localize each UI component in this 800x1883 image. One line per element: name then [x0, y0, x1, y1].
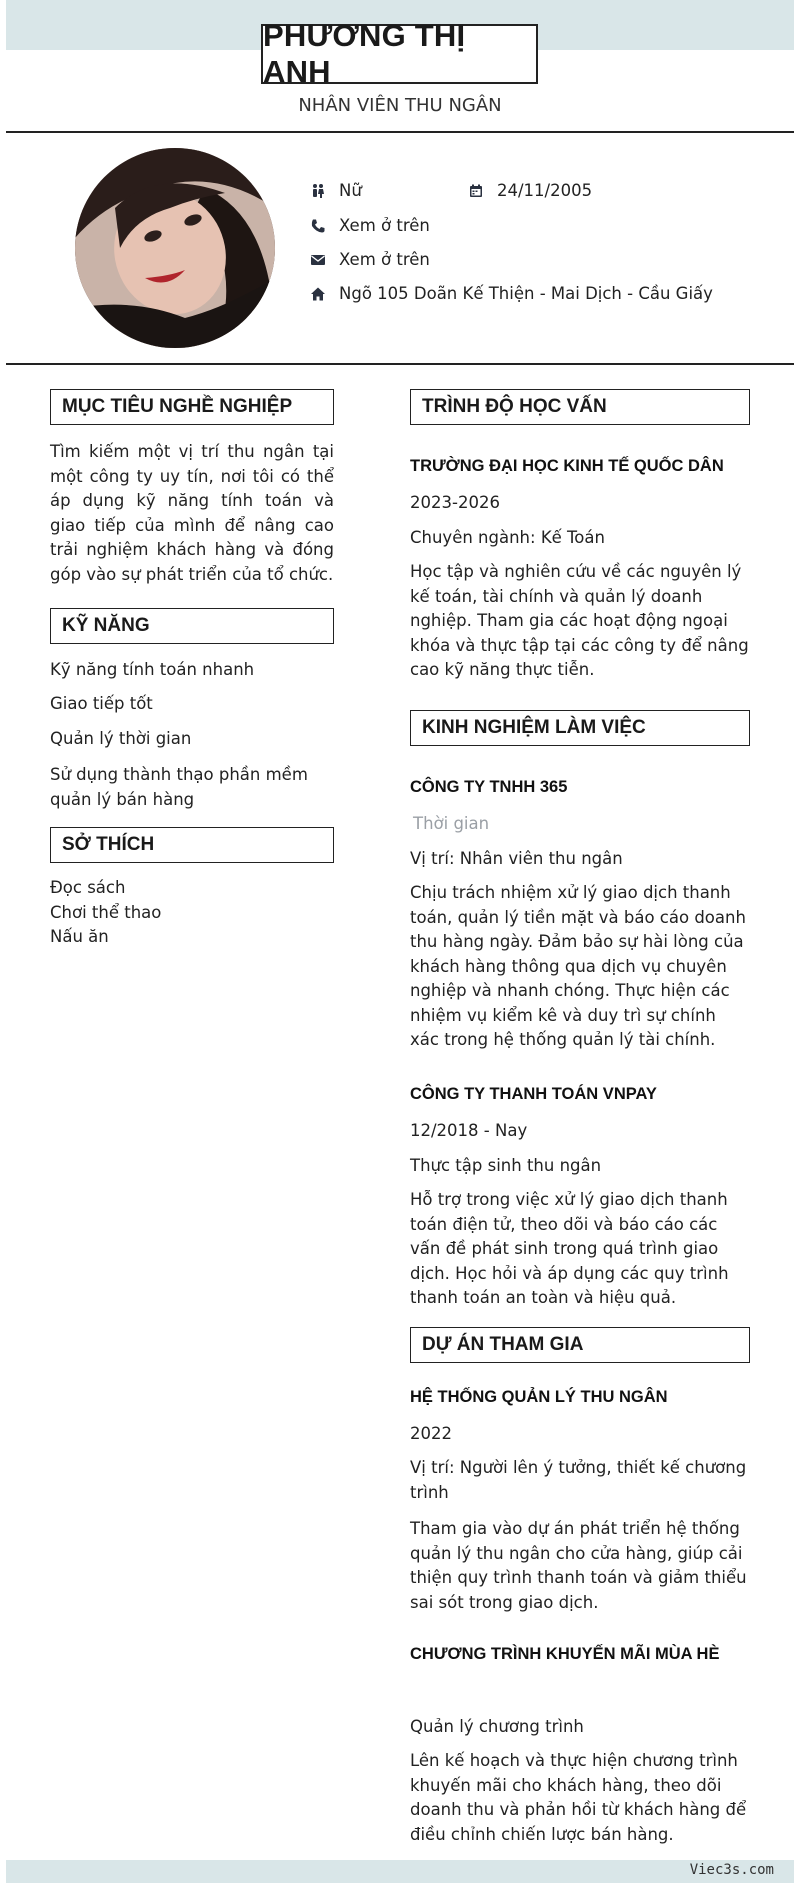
name-box [261, 18, 538, 89]
phone-value: Xem ở trên [339, 216, 430, 235]
project-role: Quản lý chương trình [410, 1717, 584, 1736]
company-name: CÔNG TY TNHH 365 [410, 778, 568, 796]
address-row [309, 284, 713, 303]
experience-heading [410, 710, 750, 746]
projects-heading-text: DỰ ÁN THAM GIA [422, 1334, 584, 1355]
email-row [309, 250, 430, 269]
avatar [75, 148, 275, 348]
birthday-row [467, 181, 592, 200]
education-period: 2023-2026 [410, 493, 500, 512]
watermark: Viec3s.com [689, 1862, 774, 1878]
project-name: CHƯƠNG TRÌNH KHUYẾN MÃI MÙA HÈ [410, 1645, 720, 1663]
job-description: Chịu trách nhiệm xử lý giao dịch thanh toán, quản lý tiền mặt và báo cáo doanh thu hàng ngày. Đảm bảo sự hài lòng của khách hàng thông qua dịch vụ chuyên nghiệp và nhanh chóng. Thực hiện các nhiệm vụ kiểm kê và duy trì sự chính xác trong hệ thống quản lý tài chính. [410, 883, 746, 1049]
candidate-name: PHƯƠNG THỊ ANH [263, 18, 466, 89]
project-name: HỆ THỐNG QUẢN LÝ THU NGÂN [410, 1388, 668, 1406]
job-position: Thực tập sinh thu ngân [410, 1156, 602, 1175]
education-description: Học tập và nghiên cứu về các nguyên lý kế toán, tài chính và quản lý doanh nghiệp. Tham gia các hoạt động ngoại khóa và thực tập tại các công ty để nâng cao kỹ năng thực tiễn. [410, 562, 749, 679]
project-description: Lên kế hoạch và thực hiện chương trình khuyến mãi cho khách hàng, theo dõi doanh thu và phản hồi từ khách hàng để điều chỉnh chiến lược bán hàng. [410, 1751, 747, 1844]
home-icon [309, 285, 327, 303]
job-description: Hỗ trợ trong việc xử lý giao dịch thanh toán điện tử, theo dõi và báo cáo các vấn đề phát sinh trong quá trình giao dịch. Học hỏi và áp dụng các quy trình thanh toán an toàn và hiệu quả. [410, 1190, 729, 1307]
project-role: Vị trí: Người lên ý tưởng, thiết kế chương trình [410, 1458, 747, 1502]
hobbies-heading-text: SỞ THÍCH [62, 834, 155, 855]
experience-heading-text: KINH NGHIỆM LÀM VIỆC [422, 717, 646, 738]
skill-item: Kỹ năng tính toán nhanh [50, 660, 255, 679]
skill-item: Quản lý thời gian [50, 729, 192, 748]
birthday-value: 24/11/2005 [497, 181, 593, 200]
objective-text: Tìm kiếm một vị trí thu ngân tại một công ty uy tín, nơi tôi có thể áp dụng kỹ năng tính toán và giao tiếp của mình để nâng cao trải nghiệm khách hàng và đóng góp vào sự phát triển của tổ chức. [50, 442, 334, 584]
education-heading [410, 389, 750, 425]
job-period: 12/2018 - Nay [410, 1121, 528, 1140]
hobbies-heading [50, 827, 334, 863]
phone-icon [309, 217, 327, 235]
skills-heading [50, 608, 334, 644]
divider [6, 363, 794, 365]
project-description: Tham gia vào dự án phát triển hệ thống quản lý thu ngân cho cửa hàng, giúp cải thiện quy trình thanh toán và giảm thiểu sai sót trong giao dịch. [410, 1519, 747, 1612]
envelope-icon [309, 251, 327, 269]
skills-heading-text: KỸ NĂNG [62, 615, 150, 636]
footer-band [6, 1860, 794, 1883]
phone-row [309, 216, 430, 235]
calendar-icon [467, 182, 485, 200]
job-title: NHÂN VIÊN THU NGÂN [298, 95, 502, 116]
job-position: Vị trí: Nhân viên thu ngân [410, 849, 623, 868]
hobby-item: Chơi thể thao [50, 903, 162, 922]
gender-value: Nữ [339, 181, 362, 200]
job-period: Thời gian [413, 814, 490, 833]
project-period: 2022 [410, 1424, 452, 1443]
hobby-item: Nấu ăn [50, 927, 109, 946]
objective-heading [50, 389, 334, 425]
divider [6, 131, 794, 133]
school-name: TRƯỜNG ĐẠI HỌC KINH TẾ QUỐC DÂN [410, 457, 724, 475]
address-value: Ngõ 105 Doãn Kế Thiện - Mai Dịch - Cầu Giấy [339, 284, 713, 303]
hobby-item: Đọc sách [50, 878, 126, 897]
gender-icon [309, 182, 327, 200]
email-value: Xem ở trên [339, 250, 430, 269]
gender-row [309, 181, 362, 200]
education-heading-text: TRÌNH ĐỘ HỌC VẤN [422, 396, 607, 417]
objective-heading-text: MỤC TIÊU NGHỀ NGHIỆP [62, 396, 293, 417]
company-name: CÔNG TY THANH TOÁN VNPAY [410, 1085, 657, 1103]
skill-item: Giao tiếp tốt [50, 694, 153, 713]
projects-heading [410, 1327, 750, 1363]
skill-item: Sử dụng thành thạo phần mềm quản lý bán hàng [50, 765, 308, 809]
education-major: Chuyên ngành: Kế Toán [410, 528, 605, 547]
